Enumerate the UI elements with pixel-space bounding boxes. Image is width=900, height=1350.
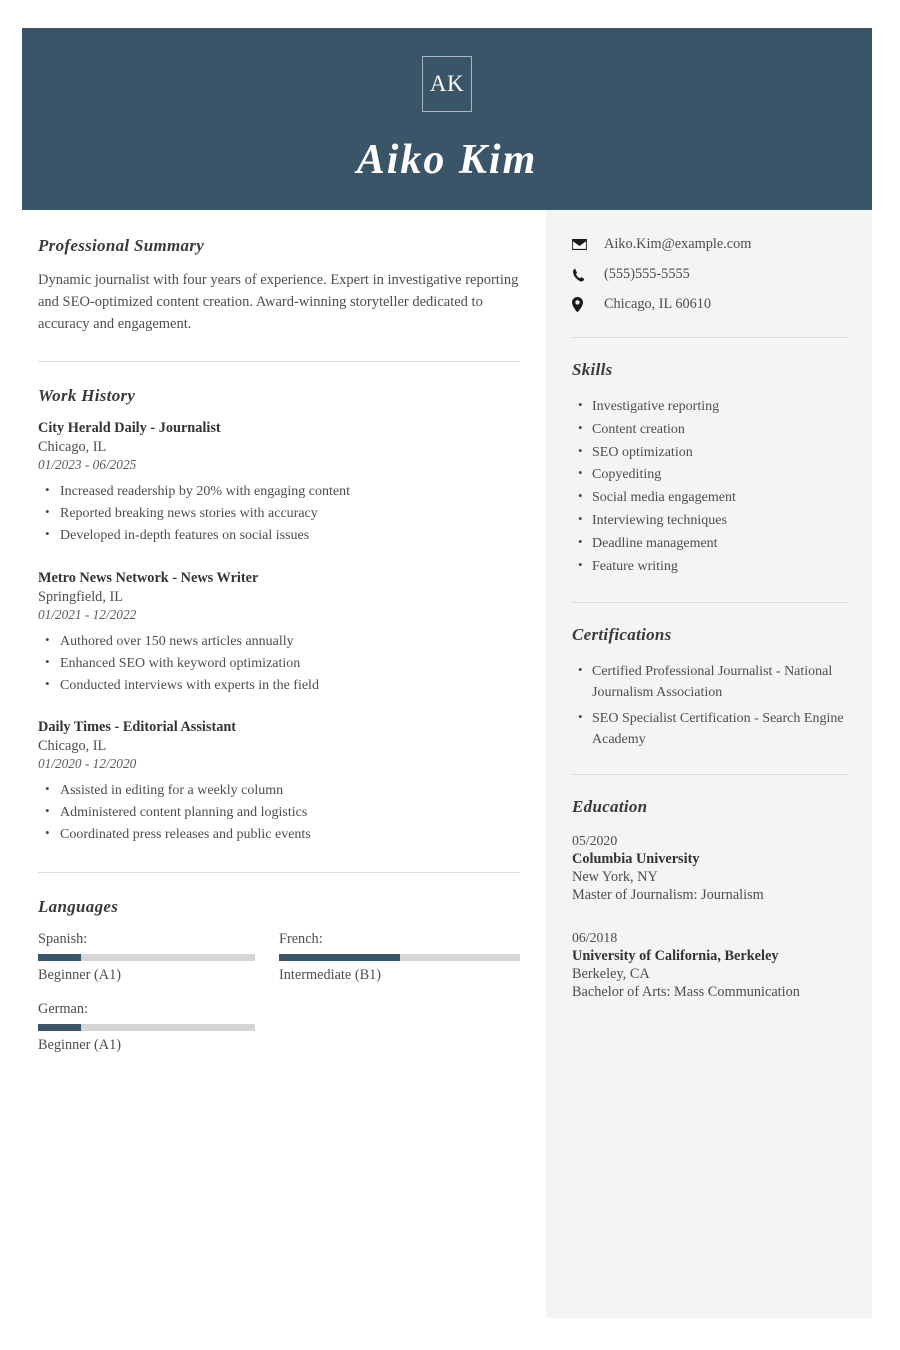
language-proficiency-track [38, 954, 255, 961]
location-pin-icon [572, 297, 594, 312]
job-title: Metro News Network - News Writer [38, 569, 259, 586]
job-bullet-list [38, 481, 520, 547]
divider [38, 872, 520, 873]
job-bullet: • Increased readership by 20% with engaging content [60, 481, 520, 503]
education-degree: Bachelor of Arts: Mass Communication [572, 983, 800, 1000]
page-title: Aiko Kim [356, 137, 538, 183]
section-languages [38, 897, 520, 1071]
language-proficiency-fill [38, 1024, 81, 1031]
language-level: Beginner (A1) [38, 1037, 121, 1054]
work-entry [38, 420, 520, 547]
job-bullet: • Developed in-depth features on social issues [60, 525, 520, 547]
job-bullet: • Reported breaking news stories with accuracy [60, 503, 520, 525]
skill-item: • SEO optimization [592, 442, 848, 464]
divider [38, 361, 520, 362]
education-date: 05/2020 [572, 832, 618, 848]
language-item [38, 931, 279, 984]
sidebar-column [546, 210, 872, 1318]
language-proficiency-track [38, 1024, 255, 1031]
job-bullet-list [38, 631, 520, 697]
job-location: Springfield, IL [38, 588, 123, 605]
education-entry [572, 930, 848, 1001]
education-date: 06/2018 [572, 929, 618, 945]
section-heading-summary: Professional Summary [38, 236, 205, 255]
section-heading-education: Education [572, 796, 648, 816]
resume-page [22, 28, 872, 1318]
contact-row-email [572, 236, 848, 253]
skill-item: • Social media engagement [592, 487, 848, 509]
job-dates: 01/2021 - 12/2022 [38, 606, 137, 622]
education-location: Berkeley, CA [572, 965, 650, 982]
job-dates: 01/2023 - 06/2025 [38, 457, 137, 473]
skill-item: • Deadline management [592, 533, 848, 555]
section-work-history [38, 386, 520, 846]
main-column [22, 210, 546, 1318]
language-name: German: [38, 1001, 89, 1018]
section-heading-skills: Skills [572, 360, 613, 379]
section-heading-work-history: Work History [38, 386, 136, 406]
languages-grid [38, 931, 520, 1071]
job-location: Chicago, IL [38, 439, 107, 456]
job-bullet: • Enhanced SEO with keyword optimization [60, 653, 520, 675]
certifications-list [572, 661, 848, 750]
education-entry [572, 833, 848, 904]
job-bullet-list [38, 780, 520, 846]
language-level: Intermediate (B1) [279, 967, 382, 984]
job-location: Chicago, IL [38, 737, 107, 754]
contact-row-phone [572, 266, 848, 283]
job-title: Daily Times - Editorial Assistant [38, 718, 237, 735]
language-name: French: [279, 931, 323, 948]
education-location: New York, NY [572, 868, 658, 885]
section-education [572, 797, 848, 1001]
resume-body [22, 210, 872, 1318]
contact-location: Chicago, IL 60610 [604, 296, 712, 312]
language-item [38, 1001, 279, 1054]
phone-icon [572, 268, 594, 282]
language-level: Beginner (A1) [38, 967, 121, 984]
contact-row-location [572, 296, 848, 313]
contact-phone[interactable]: (555)555-5555 [604, 266, 690, 282]
job-dates: 01/2020 - 12/2020 [38, 755, 137, 771]
education-school: Columbia University [572, 850, 700, 867]
certification-item: • Certified Professional Journalist - National Journalism Association [592, 661, 848, 703]
work-entry [38, 570, 520, 697]
resume-header [22, 28, 872, 210]
contact-email[interactable]: Aiko.Kim@example.com [604, 236, 752, 252]
divider [572, 774, 848, 775]
job-bullet: • Assisted in editing for a weekly column [60, 780, 520, 802]
skill-item: • Investigative reporting [592, 396, 848, 418]
certification-item: • SEO Specialist Certification - Search Engine Academy [592, 708, 848, 750]
section-heading-certifications: Certifications [572, 624, 672, 644]
monogram-initials: AK [422, 56, 472, 112]
job-title: City Herald Daily - Journalist [38, 420, 221, 437]
section-certifications [572, 625, 848, 750]
job-bullet: • Coordinated press releases and public events [60, 824, 520, 846]
envelope-icon [572, 239, 594, 250]
section-professional-summary [38, 236, 520, 335]
language-proficiency-track [279, 954, 520, 961]
skill-item: • Feature writing [592, 556, 848, 578]
job-bullet: • Conducted interviews with experts in the field [60, 675, 520, 697]
education-degree: Master of Journalism: Journalism [572, 886, 764, 903]
language-proficiency-fill [38, 954, 81, 961]
skills-list [572, 396, 848, 578]
job-bullet: • Authored over 150 news articles annually [60, 631, 520, 653]
skill-item: • Interviewing techniques [592, 510, 848, 532]
divider [572, 337, 848, 338]
language-item [279, 931, 520, 984]
job-bullet: • Administered content planning and logistics [60, 802, 520, 824]
skill-item: • Copyediting [592, 464, 848, 486]
education-school: University of California, Berkeley [572, 947, 779, 964]
summary-text: Dynamic journalist with four years of experience. Expert in investigative reporting and SEO-optimized content creation. Award-winning storyteller dedicated to accuracy and engagement. [38, 272, 519, 332]
language-proficiency-fill [279, 954, 400, 961]
language-name: Spanish: [38, 931, 88, 948]
section-heading-languages: Languages [38, 897, 119, 917]
section-contact [572, 236, 848, 313]
section-skills [572, 360, 848, 578]
skill-item: • Content creation [592, 419, 848, 441]
divider [572, 602, 848, 603]
work-entry [38, 719, 520, 846]
